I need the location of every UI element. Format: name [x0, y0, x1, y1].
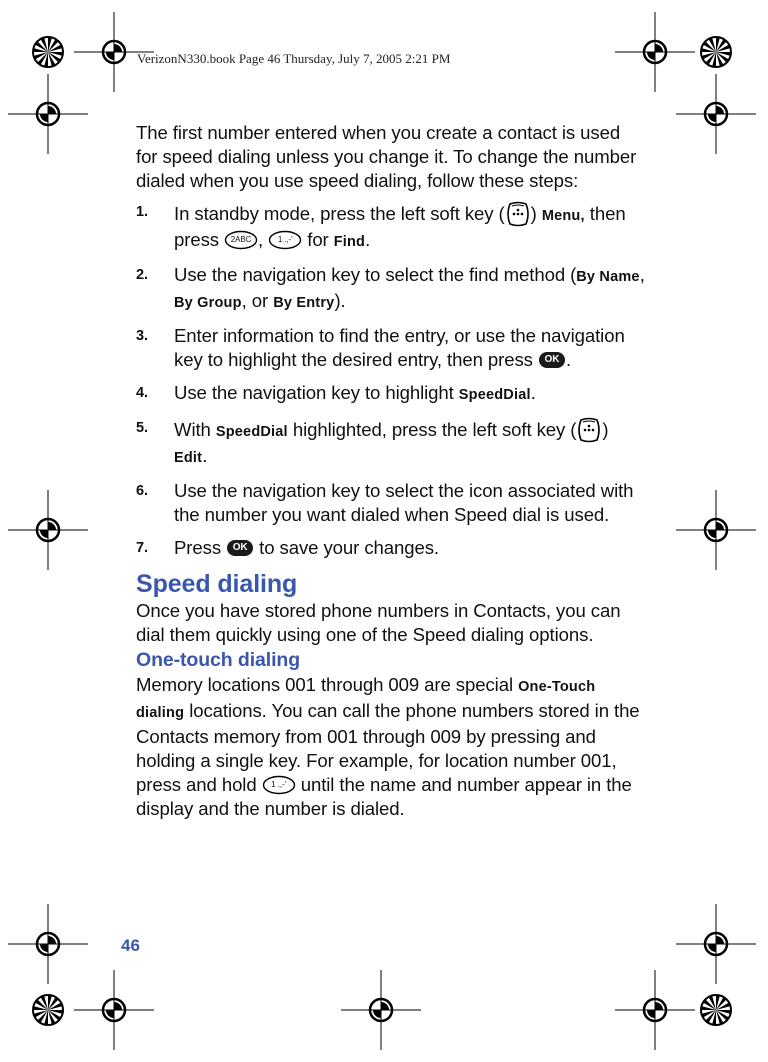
- left-soft-key-icon: [576, 416, 602, 444]
- print-header: VerizonN330.book Page 46 Thursday, July 7, 2005 2:21 PM: [137, 51, 451, 66]
- step-5: 5. With SpeedDial highlighted, press the left soft key ( ) Edit.: [136, 416, 646, 470]
- ok-key-icon: OK: [226, 539, 254, 557]
- step-2: 2. Use the navigation key to select the find method (By Name, By Group, or By Entry).: [136, 264, 645, 311]
- step-number: 7.: [136, 540, 148, 556]
- step-number: 2.: [136, 267, 148, 283]
- step-4: 4. Use the navigation key to highlight SpeedDial.: [136, 382, 536, 403]
- steps-list: [136, 200, 646, 560]
- key-1-icon: 1 .,-': [262, 775, 296, 795]
- one-touch-heading: One-touch dialing: [136, 649, 301, 671]
- step-6: 6. Use the navigation key to select the icon associated with the number you want dialed when Speed dial is used.: [136, 480, 634, 525]
- step-number: 6.: [136, 483, 148, 499]
- page-content: [136, 121, 646, 821]
- step-number: 3.: [136, 328, 148, 344]
- key-2-icon: 2ABC: [224, 230, 258, 250]
- left-soft-key-icon: [505, 200, 531, 228]
- page-number: 46: [121, 936, 140, 955]
- one-touch-paragraph: Memory locations 001 through 009 are special One-Touch dialing locations. You can call the phone numbers stored in the Contacts memory from 001 through 009 by pressing and holding a single key. For example, for location number 001, press and hold 1 .,-' until the name and number appear in the display and the number is dialed.: [136, 674, 640, 819]
- step-number: 1.: [136, 204, 148, 220]
- intro-paragraph: The first number entered when you create a contact is used for speed dialing unless you change it. To change the number dialed when you use speed dialing, follow these steps:: [136, 122, 637, 191]
- speed-dialing-paragraph: Once you have stored phone numbers in Contacts, you can dial them quickly using one of the Speed dialing options.: [136, 600, 621, 645]
- ok-key-icon: OK: [538, 351, 566, 369]
- key-1-icon: 1 .,-': [268, 230, 302, 250]
- step-7: 7. Press OK to save your changes.: [136, 537, 439, 558]
- step-1: 1. In standby mode, press the left soft key ( ) Menu, then press 2ABC , 1 .,-' for Find.: [136, 200, 646, 254]
- step-number: 4.: [136, 385, 148, 401]
- step-3: 3. Enter information to find the entry, or use the navigation key to highlight the desired entry, then press OK .: [136, 325, 625, 370]
- speed-dialing-heading: Speed dialing: [136, 570, 298, 598]
- step-number: 5.: [136, 420, 148, 436]
